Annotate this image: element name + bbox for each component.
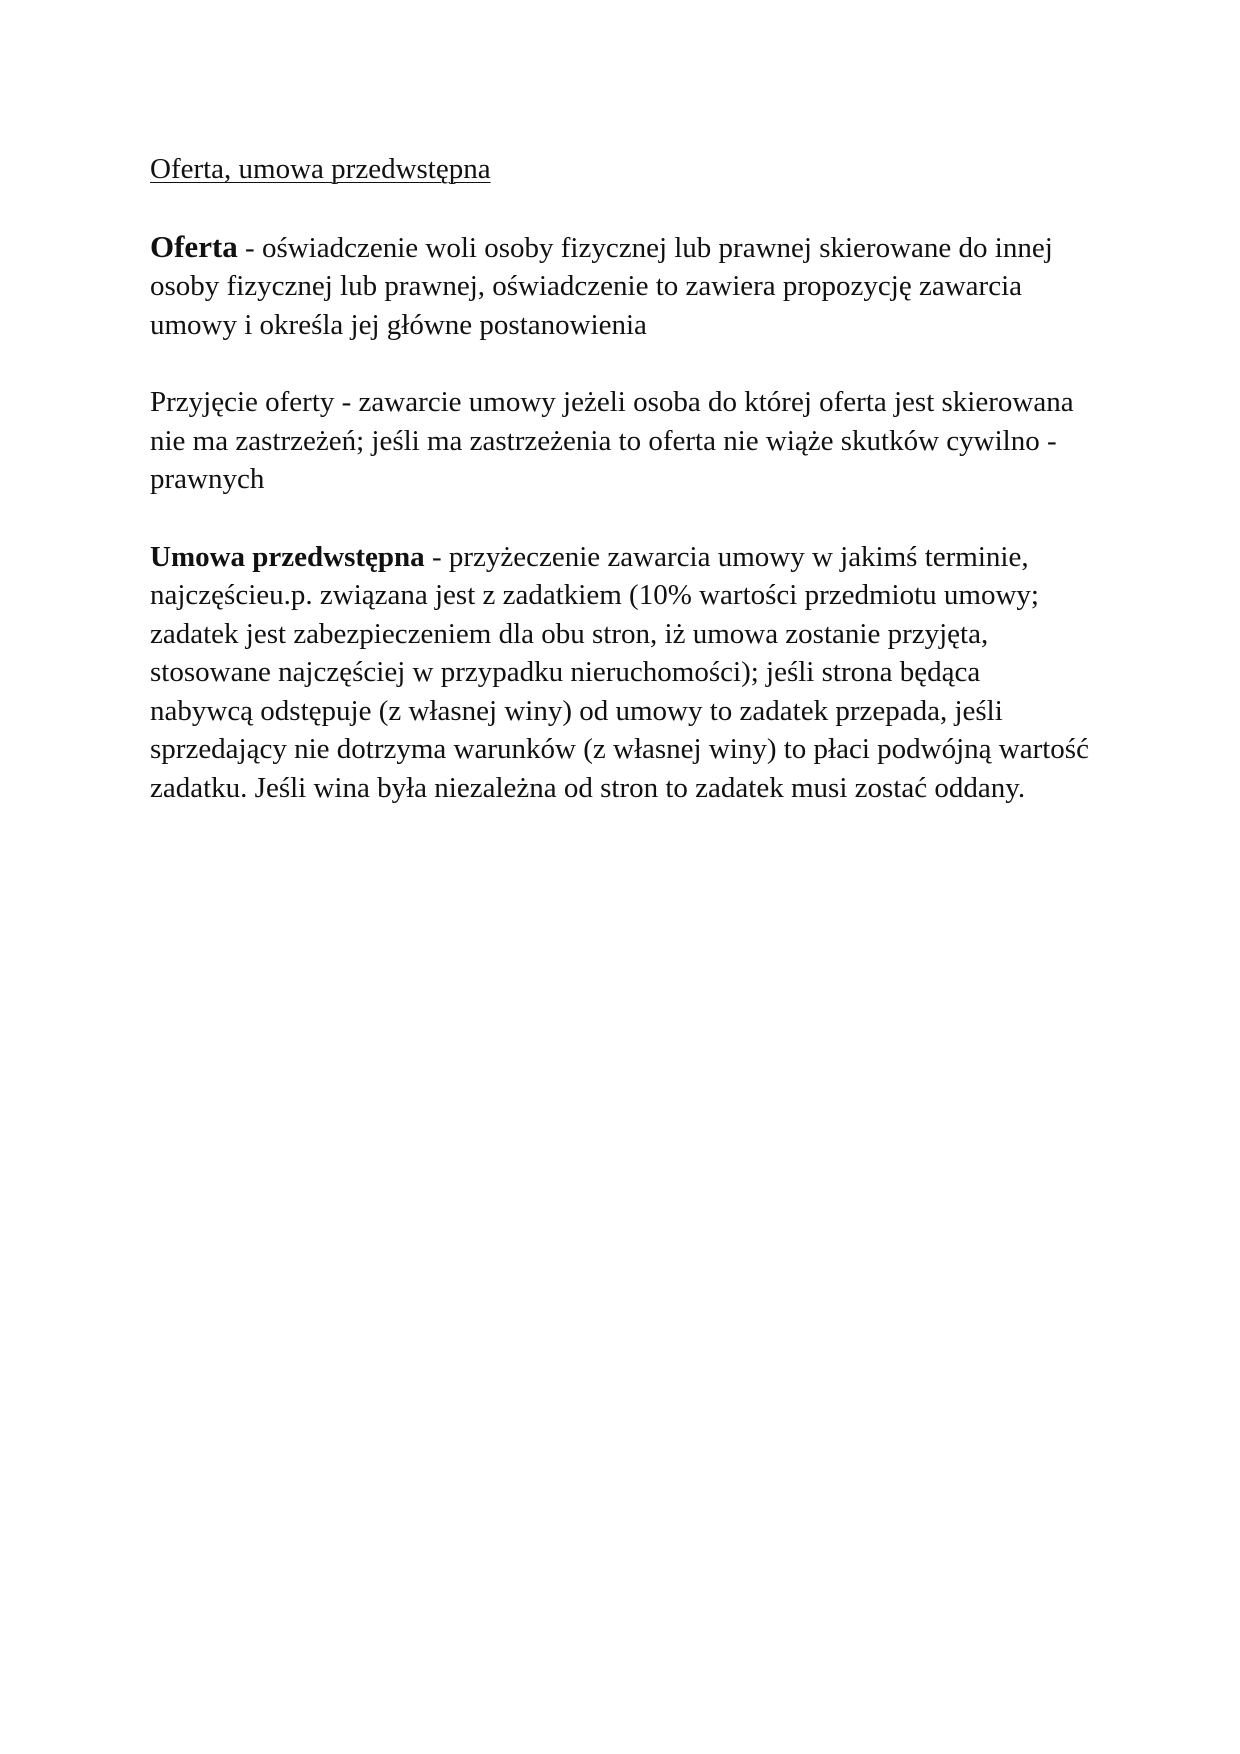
separator: -: [237, 231, 262, 264]
paragraph-przyjecie-oferty: [150, 383, 1090, 499]
definition-przyjecie-oferty: Przyjęcie oferty - zawarcie umowy jeżeli osoba do której oferta jest skierowana nie ma zastrzeżeń; jeśli ma zastrzeżenia to oferta nie wiąże skutków cywilno - prawnych: [150, 386, 1074, 495]
document-title: Oferta, umowa przedwstępna: [150, 153, 491, 185]
paragraph-umowa-przedwstepna: [150, 538, 1090, 808]
term-oferta: Oferta: [150, 228, 238, 264]
definition-oferta: oświadczenie woli osoby fizycznej lub prawnej skierowane do innej osoby fizycznej lub prawnej, oświadczenie to zawiera propozycję zawarcia umowy i określa jej główne postanowienia: [150, 231, 1053, 341]
term-umowa-przedwstepna: Umowa przedwstępna: [150, 540, 425, 573]
paragraph-oferta: [150, 228, 1090, 345]
definition-umowa-przedwstepna: przyżeczenie zawarcia umowy w jakimś terminie, najczęścieu.p. związana jest z zadatkiem (10% wartości przedmiotu umowy; zadatek jest zabezpieczeniem dla obu stron, iż umowa zostanie przyjęta, stosowane najczęściej w przypadku nieruchomości); jeśli strona będąca nabywcą odstępuje (z własnej winy) od umowy to zadatek przepada, jeśli sprzedający nie dotrzyma warunków (z własnej winy) to płaci podwójną wartość zadatku. Jeśli wina była niezależna od stron to zadatek musi zostać oddany.: [150, 540, 1089, 804]
document-body: [150, 150, 1090, 846]
separator: -: [424, 540, 449, 573]
